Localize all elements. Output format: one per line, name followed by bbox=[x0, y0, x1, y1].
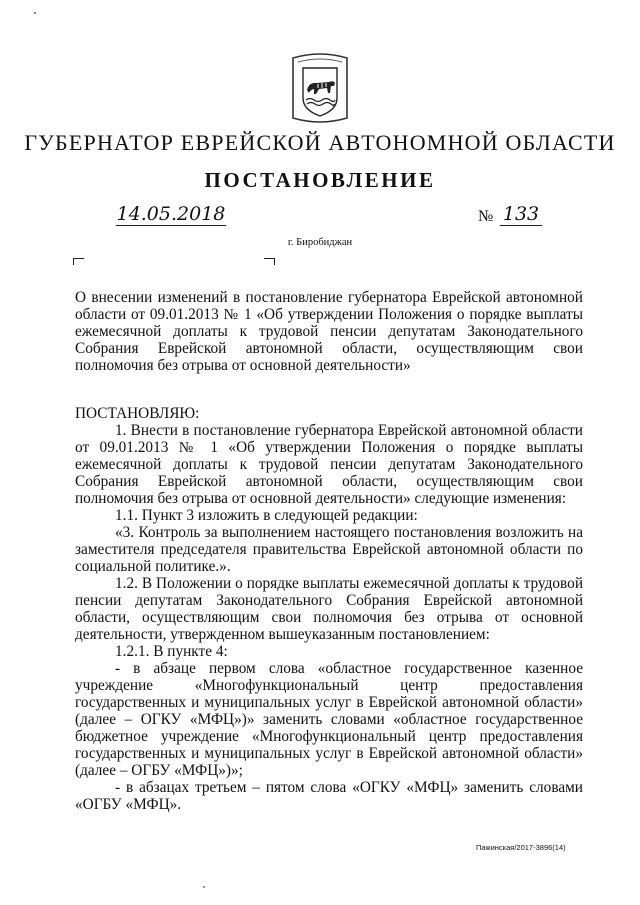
scan-speck bbox=[34, 12, 36, 14]
body-paragraph: «3. Контроль за выполнением настоящего постановления возложить на заместителя председателя правительства Еврейской автономной области по социальной политике.». bbox=[75, 524, 583, 575]
city-label: г. Биробиджан bbox=[287, 237, 353, 248]
document-number: 133 bbox=[500, 203, 542, 226]
body-paragraph: 1.2.1. В пункте 4: bbox=[115, 643, 228, 660]
subject-corner-right bbox=[264, 258, 275, 265]
number-label: № bbox=[478, 208, 494, 225]
subject-corner-left bbox=[73, 258, 84, 265]
body-paragraph: - в абзацах третьем – пятом слова «ОГКУ «МФЦ» заменить словами «ОГБУ «МФЦ». bbox=[75, 779, 583, 813]
body-paragraph: 1.2. В Положении о порядке выплаты ежемесячной доплаты к трудовой пенсии депутатам Законодательного Собрания Еврейской автономной области, осуществляющим свои полномочия без отрыва от основной деятельности, утвержденном вышеуказанным постановлением: bbox=[75, 575, 583, 643]
body-paragraph: - в абзаце первом слова «областное государственное казенное учреждение «Многофункциональный центр предоставления государственных и муниципальных услуг в Еврейской автономной области» (далее – ОГКУ «МФЦ»)» заменить словами «областное государственное бюджетное учреждение «Многофункциональный центр предоставления государственных и муниципальных услуг в Еврейской автономной области» (далее – ОГБУ «МФЦ»)»; bbox=[75, 660, 583, 779]
footer-code: Пажинская/2017-3896(14) bbox=[476, 843, 566, 852]
document-body bbox=[75, 405, 583, 813]
decree-word: ПОСТАНОВЛЯЮ: bbox=[75, 405, 200, 422]
governor-heading: ГУБЕРНАТОР ЕВРЕЙСКОЙ АВТОНОМНОЙ ОБЛАСТИ bbox=[24, 130, 616, 155]
body-paragraph: 1. Внести в постановление губернатора Еврейской автономной области от 09.01.2013 № 1 «Об утверждении Положения о порядке выплаты ежемесячной доплаты к трудовой пенсии депутатам Законодательного Собрания Еврейской автономной области, осуществляющим свои полномочия без отрыва от основной деятельности» следующие изменения: bbox=[75, 422, 583, 507]
document-type-title: ПОСТАНОВЛЕНИЕ bbox=[204, 168, 436, 192]
document-subject: О внесении изменений в постановление губернатора Еврейской автономной области от 09.01.2013 № 1 «Об утверждении Положения о порядке выплаты ежемесячной доплаты к трудовой пенсии депутатам Законодательного Собрания Еврейской автономной области, осуществляющим свои полномочия без отрыва от основной деятельности» bbox=[75, 289, 583, 374]
coat-of-arms-icon bbox=[289, 52, 351, 124]
document-date: 14.05.2018 bbox=[116, 203, 226, 225]
body-paragraph: 1.1. Пункт 3 изложить в следующей редакции: bbox=[115, 507, 418, 524]
scan-speck bbox=[203, 886, 205, 888]
